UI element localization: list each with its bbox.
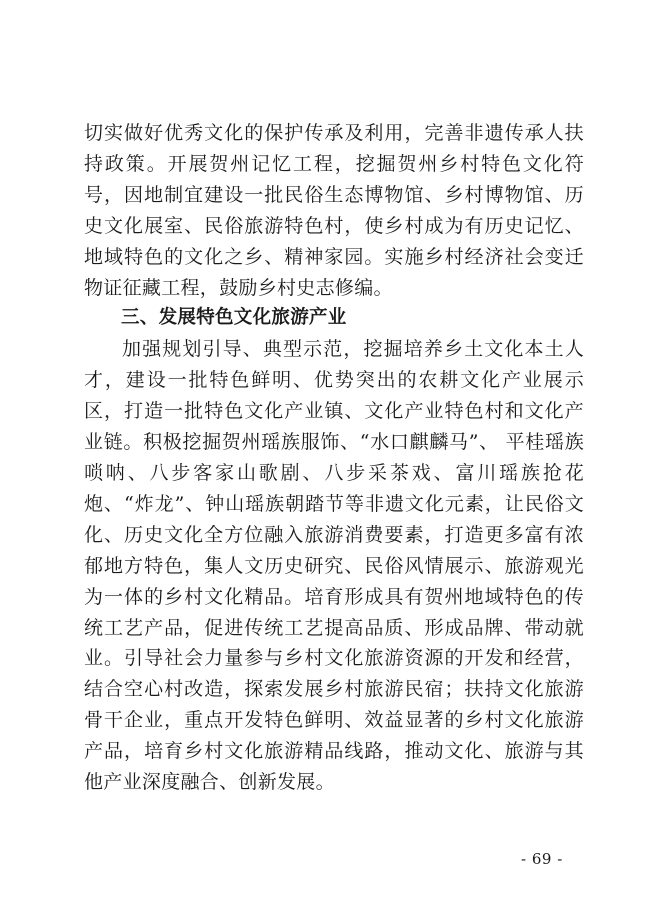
page-body <box>84 118 584 798</box>
paragraph-heritage-protection: 切实做好优秀文化的保护传承及利用，完善非遗传承人扶持政策。开展贺州记忆工程，挖掘贺州乡村特色文化符号，因地制宜建设一批民俗生态博物馆、乡村博物馆、历史文化展室、民俗旅游特色村，使乡村成为有历史记忆、地域特色的文化之乡、精神家园。实施乡村经济社会变迁物证征藏工程，鼓励乡村史志修编。 <box>84 122 584 299</box>
paragraph-cultural-tourism-industry: 加强规划引导、典型示范，挖掘培养乡土文化本土人才，建设一批特色鲜明、优势突出的农耕文化产业展示区，打造一批特色文化产业镇、文化产业特色村和文化产业链。积极挖掘贺州瑶族服饰、“水口麒麟马”、 平桂瑶族唢呐、八步客家山歌剧、八步采茶戏、富川瑶族抢花炮、“炸龙”、钟山瑶族朝踏节等非遗文化元素，让民俗文化、历史文化全方位融入旅游消费要素，打造更多富有浓郁地方特色，集人文历史研究、民俗风情展示、旅游观光为一体的乡村文化精品。培育形成具有贺州地域特色的传统工艺产品，促进传统工艺提高品质、形成品牌、带动就业。引导社会力量参与乡村文化旅游资源的开发和经营，结合空心村改造，探索发展乡村旅游民宿；扶持文化旅游骨干企业，重点开发特色鲜明、效益显著的乡村文化旅游产品，培育乡村文化旅游精品线路，推动文化、旅游与其他产业深度融合、创新发展。 <box>84 338 584 794</box>
page-number: - 69 - <box>521 850 563 868</box>
section-heading-cultural-tourism: 三、发展特色文化旅游产业 <box>121 307 347 329</box>
